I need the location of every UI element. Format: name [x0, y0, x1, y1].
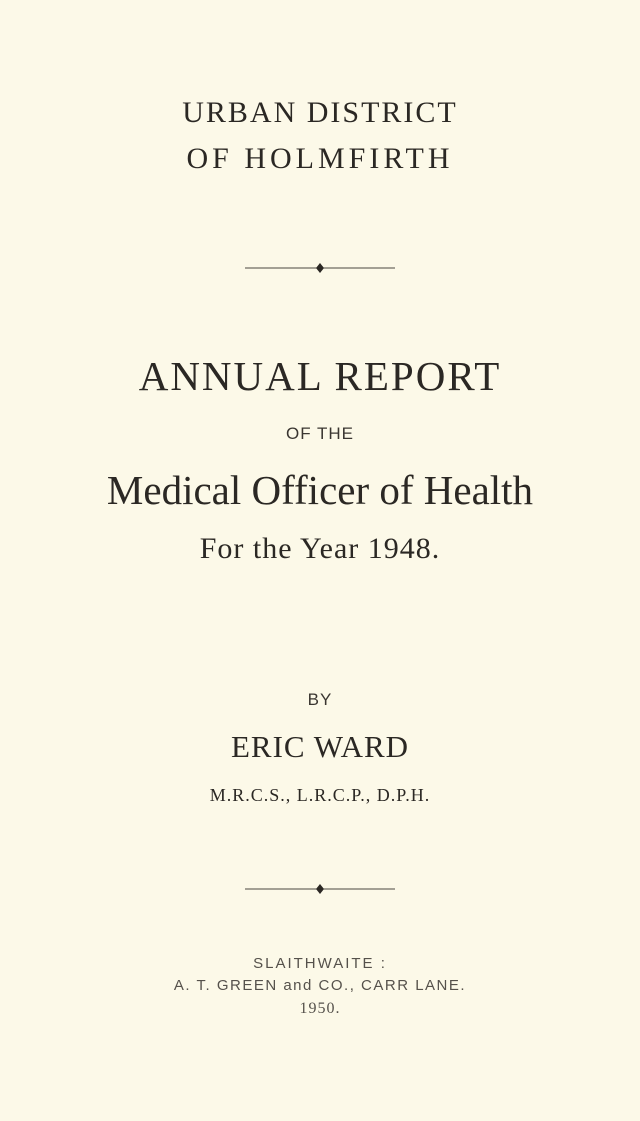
report-of-the: OF THE: [285, 424, 355, 443]
report-year: For the Year 1948.: [199, 532, 441, 565]
diamond-rule-icon: [0, 883, 640, 895]
imprint-place: SLAITHWAITE :: [253, 955, 387, 972]
author-name: ERIC WARD: [230, 729, 410, 764]
author-qualifications: M.R.C.S., L.R.C.P., D.P.H.: [209, 785, 431, 805]
diamond-rule-icon: [0, 262, 640, 274]
district-name-line1: URBAN DISTRICT: [182, 96, 458, 129]
imprint-year: 1950.: [299, 1000, 341, 1017]
district-name-line2: OF HOLMFIRTH: [186, 142, 454, 175]
report-subject: Medical Officer of Health: [106, 467, 534, 513]
imprint-printer: A. T. GREEN and CO., CARR LANE.: [173, 977, 467, 994]
author-by: BY: [307, 690, 333, 709]
report-title: ANNUAL REPORT: [138, 353, 502, 399]
